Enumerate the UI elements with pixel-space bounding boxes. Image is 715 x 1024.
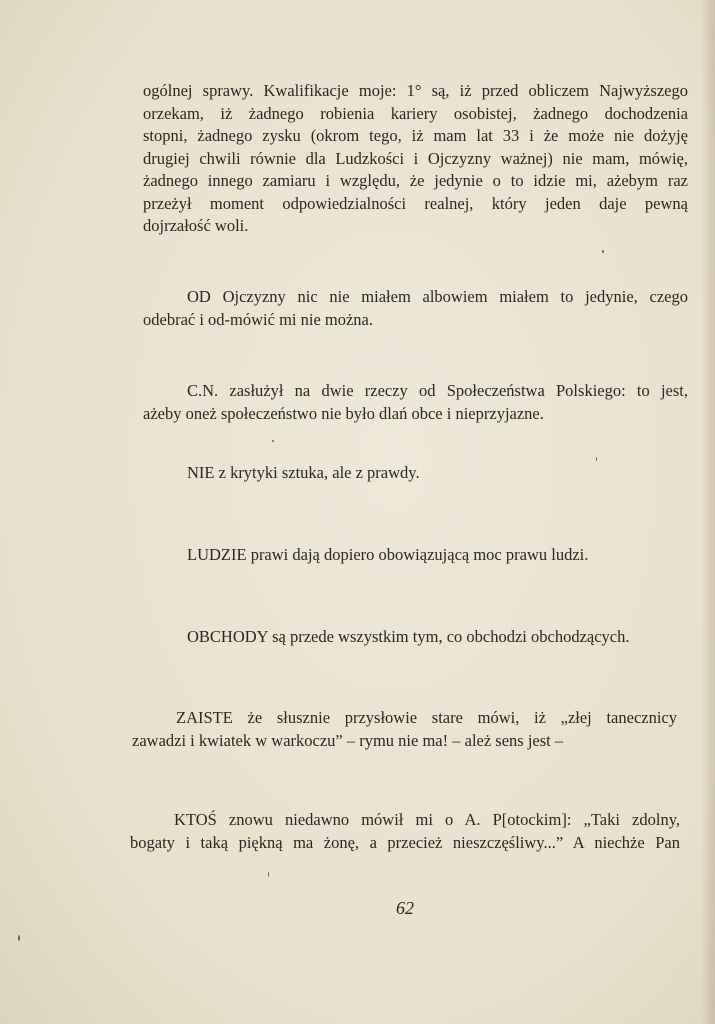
- text-line: drugiej chwili równie dla Ludzkości i Ojczyzny ważnej) nie mam, mówię,: [143, 148, 688, 168]
- paragraph-ktos: [130, 809, 680, 854]
- paper-speck: [268, 872, 269, 877]
- paragraph-qualifications: [143, 80, 688, 238]
- page-edge-shadow: [701, 0, 715, 1024]
- text-line: OD Ojczyzny nic nie miałem albowiem miałem to jedynie, czego: [187, 287, 688, 306]
- text-line: C.N. zasłużył na dwie rzeczy od Społeczeństwa Polskiego: to jest,: [187, 381, 688, 400]
- text-line: ażeby oneż społeczeństwo nie było dlań obce i nieprzyjazne.: [143, 403, 544, 423]
- paper-speck: [18, 935, 20, 941]
- paper-speck: [596, 457, 597, 461]
- paragraph-nie: [143, 462, 688, 485]
- text-line: bogaty i taką piękną ma żonę, a przecież nieszczęśliwy...” A niechże Pan: [130, 832, 680, 852]
- text-line: ogólnej sprawy. Kwalifikacje moje: 1° są, iż przed obliczem Najwyższego: [143, 81, 688, 100]
- text-line: przeżył moment odpowiedzialności realnej, który jeden daje pewną: [143, 193, 688, 213]
- paragraph-cn: [143, 380, 688, 425]
- text-line: żadnego innego zamiaru i względu, że jedynie o to idzie mi, ażebym raz: [143, 171, 688, 190]
- text-line: OBCHODY są przede wszystkim tym, co obchodzi obchodzących.: [187, 627, 630, 646]
- text-line: odebrać i od-mówić mi nie można.: [143, 309, 374, 329]
- paragraph-zaiste: [132, 707, 677, 752]
- text-line: zawadzi i kwiatek w warkoczu” – rymu nie ma! – ależ sens jest –: [132, 730, 564, 750]
- text-line: NIE z krytyki sztuka, ale z prawdy.: [187, 463, 420, 482]
- paragraph-ludzie: [143, 544, 688, 567]
- paragraph-obchody: [143, 626, 688, 649]
- paper-speck: [272, 440, 274, 442]
- text-line: LUDZIE prawi dają dopiero obowiązującą moc prawu ludzi.: [187, 545, 589, 564]
- text-line: ZAISTE że słusznie przysłowie stare mówi, iż „złej tanecznicy: [176, 708, 677, 727]
- page-number: 62: [396, 898, 414, 918]
- text-line: dojrzałość woli.: [143, 216, 249, 235]
- text-line: stopni, żadnego zysku (okrom tego, iż mam lat 33 i że może nie dożyję: [143, 126, 688, 145]
- paragraph-ojczyzna: [143, 286, 688, 331]
- text-line: orzekam, iż żadnego robienia kariery osobistej, żadnego dochodzenia: [143, 103, 688, 123]
- text-line: KTOŚ znowu niedawno mówił mi o A. P[otockim]: „Taki zdolny,: [174, 810, 680, 829]
- paper-speck: [602, 250, 604, 253]
